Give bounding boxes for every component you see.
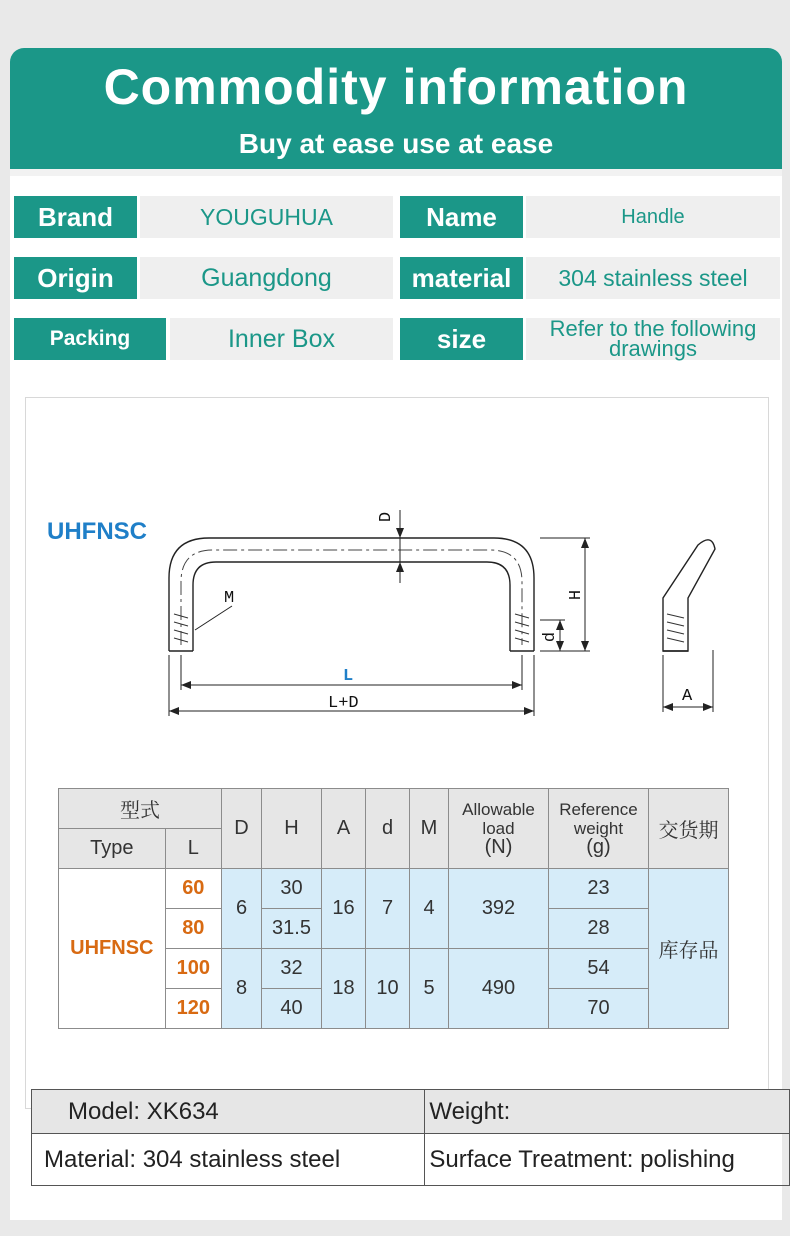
small-d-value-cell: 7 bbox=[366, 869, 410, 949]
banner-subtitle: Buy at ease use at ease bbox=[238, 128, 554, 159]
packing-value: Inner Box bbox=[170, 318, 393, 360]
h-value-cell: 40 bbox=[262, 989, 322, 1029]
brand-value: YOUGUHUA bbox=[140, 196, 393, 238]
load-line2: load bbox=[482, 819, 515, 838]
weight-value-cell: 70 bbox=[549, 989, 649, 1029]
header-reference-weight bbox=[549, 789, 649, 869]
material-label: material bbox=[400, 257, 523, 299]
weight-line1: Reference bbox=[559, 800, 638, 819]
l-value-cell: 120 bbox=[165, 989, 221, 1029]
dim-label-D: D bbox=[377, 511, 396, 523]
m-value-cell: 5 bbox=[410, 949, 449, 1029]
brand-label: Brand bbox=[14, 196, 137, 238]
material-cell: Material: 304 stainless steel bbox=[32, 1134, 425, 1186]
material-value: 304 stainless steel bbox=[526, 257, 780, 299]
side-view bbox=[663, 540, 715, 651]
dim-label-d: d bbox=[541, 631, 560, 643]
surface-treatment-cell: Surface Treatment: polishing bbox=[425, 1134, 790, 1186]
header-delivery: 交货期 bbox=[649, 789, 729, 869]
weight-line2: weight bbox=[573, 819, 624, 838]
dim-label-L: L bbox=[343, 667, 354, 686]
h-value-cell: 30 bbox=[262, 869, 322, 909]
load-value-cell: 392 bbox=[449, 869, 549, 949]
small-d-value-cell: 10 bbox=[366, 949, 410, 1029]
load-line1: Allowable bbox=[462, 800, 535, 819]
spec-table bbox=[58, 788, 729, 1029]
a-value-cell: 16 bbox=[322, 869, 366, 949]
l-value-cell: 100 bbox=[165, 949, 221, 989]
product-info-table bbox=[31, 1089, 790, 1186]
banner-title: Commodity information bbox=[103, 59, 689, 115]
header-A: A bbox=[322, 789, 366, 869]
h-value-cell: 32 bbox=[262, 949, 322, 989]
h-value-cell: 31.5 bbox=[262, 909, 322, 949]
weight-value-cell: 23 bbox=[549, 869, 649, 909]
header-allowable-load bbox=[449, 789, 549, 869]
d-value-cell: 8 bbox=[222, 949, 262, 1029]
size-value: Refer to the following drawings bbox=[526, 318, 780, 360]
dim-label-M: M bbox=[224, 589, 235, 608]
packing-label: Packing bbox=[14, 318, 166, 360]
dim-label-H: H bbox=[567, 589, 586, 601]
l-value-cell: 80 bbox=[165, 909, 221, 949]
origin-label: Origin bbox=[14, 257, 137, 299]
side-view-hatching bbox=[667, 614, 684, 642]
load-value-cell: 490 bbox=[449, 949, 549, 1029]
header-M: M bbox=[410, 789, 449, 869]
a-value-cell: 18 bbox=[322, 949, 366, 1029]
dim-label-LD: L+D bbox=[328, 694, 359, 713]
header-L: L bbox=[165, 829, 221, 869]
model-code-label: UHFNSC bbox=[47, 518, 147, 545]
l-value-cell: 60 bbox=[165, 869, 221, 909]
name-value: Handle bbox=[526, 196, 780, 238]
dimension-lines bbox=[169, 510, 713, 716]
d-value-cell: 6 bbox=[222, 869, 262, 949]
size-label: size bbox=[400, 318, 523, 360]
header-type-group: 型式 bbox=[59, 789, 222, 829]
header-d: d bbox=[366, 789, 410, 869]
name-label: Name bbox=[400, 196, 523, 238]
header-D: D bbox=[222, 789, 262, 869]
dimension-arrows bbox=[169, 528, 713, 715]
dim-label-A: A bbox=[682, 687, 693, 706]
weight-value-cell: 54 bbox=[549, 949, 649, 989]
thread-hatching bbox=[174, 614, 529, 642]
header-type: Type bbox=[59, 829, 166, 869]
model-cell: Model: XK634 bbox=[32, 1090, 425, 1134]
origin-value: Guangdong bbox=[140, 257, 393, 299]
weight-cell: Weight: bbox=[425, 1090, 790, 1134]
weight-line3: (g) bbox=[586, 836, 611, 858]
header-H: H bbox=[262, 789, 322, 869]
load-line3: (N) bbox=[484, 836, 513, 858]
delivery-value-cell: 库存品 bbox=[649, 869, 729, 1029]
type-name-cell: UHFNSC bbox=[59, 869, 166, 1029]
weight-value-cell: 28 bbox=[549, 909, 649, 949]
m-value-cell: 4 bbox=[410, 869, 449, 949]
